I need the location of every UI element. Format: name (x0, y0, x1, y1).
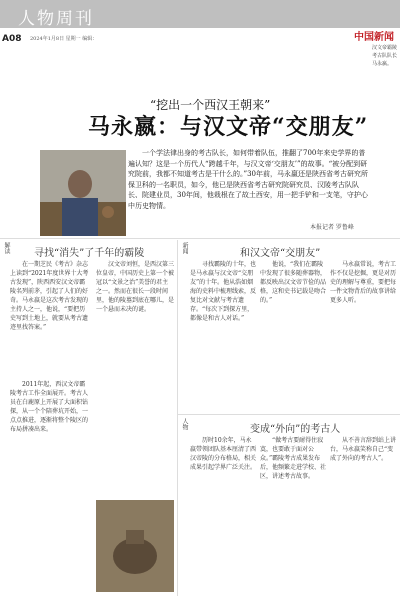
divider (177, 240, 178, 596)
section-title: 和汉文帝“交朋友” (240, 248, 321, 259)
paragraph: 2011年起，西汉文帝霸陵考古工作全面展开。考古人员在白鹿原上开展了大面积钻探，从一个个陪葬坑开始，一点点推进，逐渐将整个陵区的布局拼凑出来。 (10, 381, 89, 433)
side-label: 新闻 (181, 242, 188, 254)
divider (178, 414, 400, 415)
side-label: 解读 (3, 242, 10, 254)
divider (0, 238, 400, 239)
section-title: 变成“外向”的考古人 (250, 424, 341, 435)
paragraph: “做考古要耐得住寂寞，也要敢于面对公众。”霸陵考古成果发布后，他频繁走进学校、社区，讲述考古故事。 (260, 437, 327, 480)
paragraph: 历时10余年，马永嬴带领团队基本厘清了西汉帝陵的分布格局，相关成果引起学界广泛关注。 (190, 437, 257, 471)
paragraph: 汉文帝刘恒，是西汉第三位皇帝，中国历史上第一个被冠以“文景之治”美誉的君主之一。然而在很长一段时间里，他的陵墓到底在哪儿，是一个悬而未决的谜。 (96, 261, 175, 313)
byline: 本报记者 罗鲁峰 (310, 224, 354, 231)
artifact-photo (96, 500, 174, 592)
column-title: 人物周刊 (18, 9, 94, 29)
paragraph: 在一期芝民《考古》杂志上读到“2021年度世界十大考古发现”，陕西西安汉文帝霸陵名列前茅，引起了人们的好奇。马永嬴是这次考古发现的主持人之一，他说，“要把历史写到土地上，就要从考古遗迹里找答案。” (10, 261, 89, 331)
newspaper-logo: 中国新闻 (354, 32, 394, 43)
lead-paragraph: 一个学法律出身的考古队长，如何带着队伍，推翻了700年来史学界的普遍认知？这是一个历代人“跨越千年，与汉文帝‘交朋友’”的故事。“被分配到研究院前，我都不知道考古是干什么的。”30年前，马永嬴还是陕西省考古研究所保卫科的一名职员，如今，他已是陕西省考古研究院研究员、汉陵考古队队长、院建业员，30年间，他栽根在了故土西安，用一把手铲和一支笔，守护心中历史物情。 (128, 149, 368, 210)
side-label: 人物 (181, 418, 188, 430)
paragraph: 他说，“我们在霸陵中发现了很多随葬器物，都反映出汉文帝节俭的品格，这和史书记载是吻合的。” (260, 261, 327, 304)
paragraph: 从不善言辞到站上讲台，马永嬴笑称自己“变成了外向的考古人”。 (330, 437, 397, 462)
headline: 马永嬴：与汉文帝“交朋友” (88, 114, 369, 140)
kicker: “挖出一个西汉王朝来” (150, 98, 271, 112)
page-code: A08 (2, 34, 22, 44)
date-line: 2024年1月8日 星期一 编辑： (30, 36, 98, 42)
portrait-photo (40, 150, 126, 236)
artifact-illustration-icon (96, 500, 174, 592)
paragraph: 寻找霸陵的十年，也是马永嬴与汉文帝“交朋友”的十年。他从浩如烟海的史料中梳理线索，反复比对文献与考古遗存。“每次下到探方里，都像是和古人对话。” (190, 261, 257, 322)
section-title: 寻找“消失”了千年的霸陵 (34, 248, 145, 259)
portrait-illustration-icon (40, 150, 126, 236)
photo-caption: 汉文帝霸陵考古队队长马永嬴。 (372, 45, 398, 67)
paragraph: 马永嬴常说，考古工作不仅是挖掘，更是对历史的理解与尊重，要把每一件文物背后的故事讲给更多人听。 (330, 261, 397, 304)
